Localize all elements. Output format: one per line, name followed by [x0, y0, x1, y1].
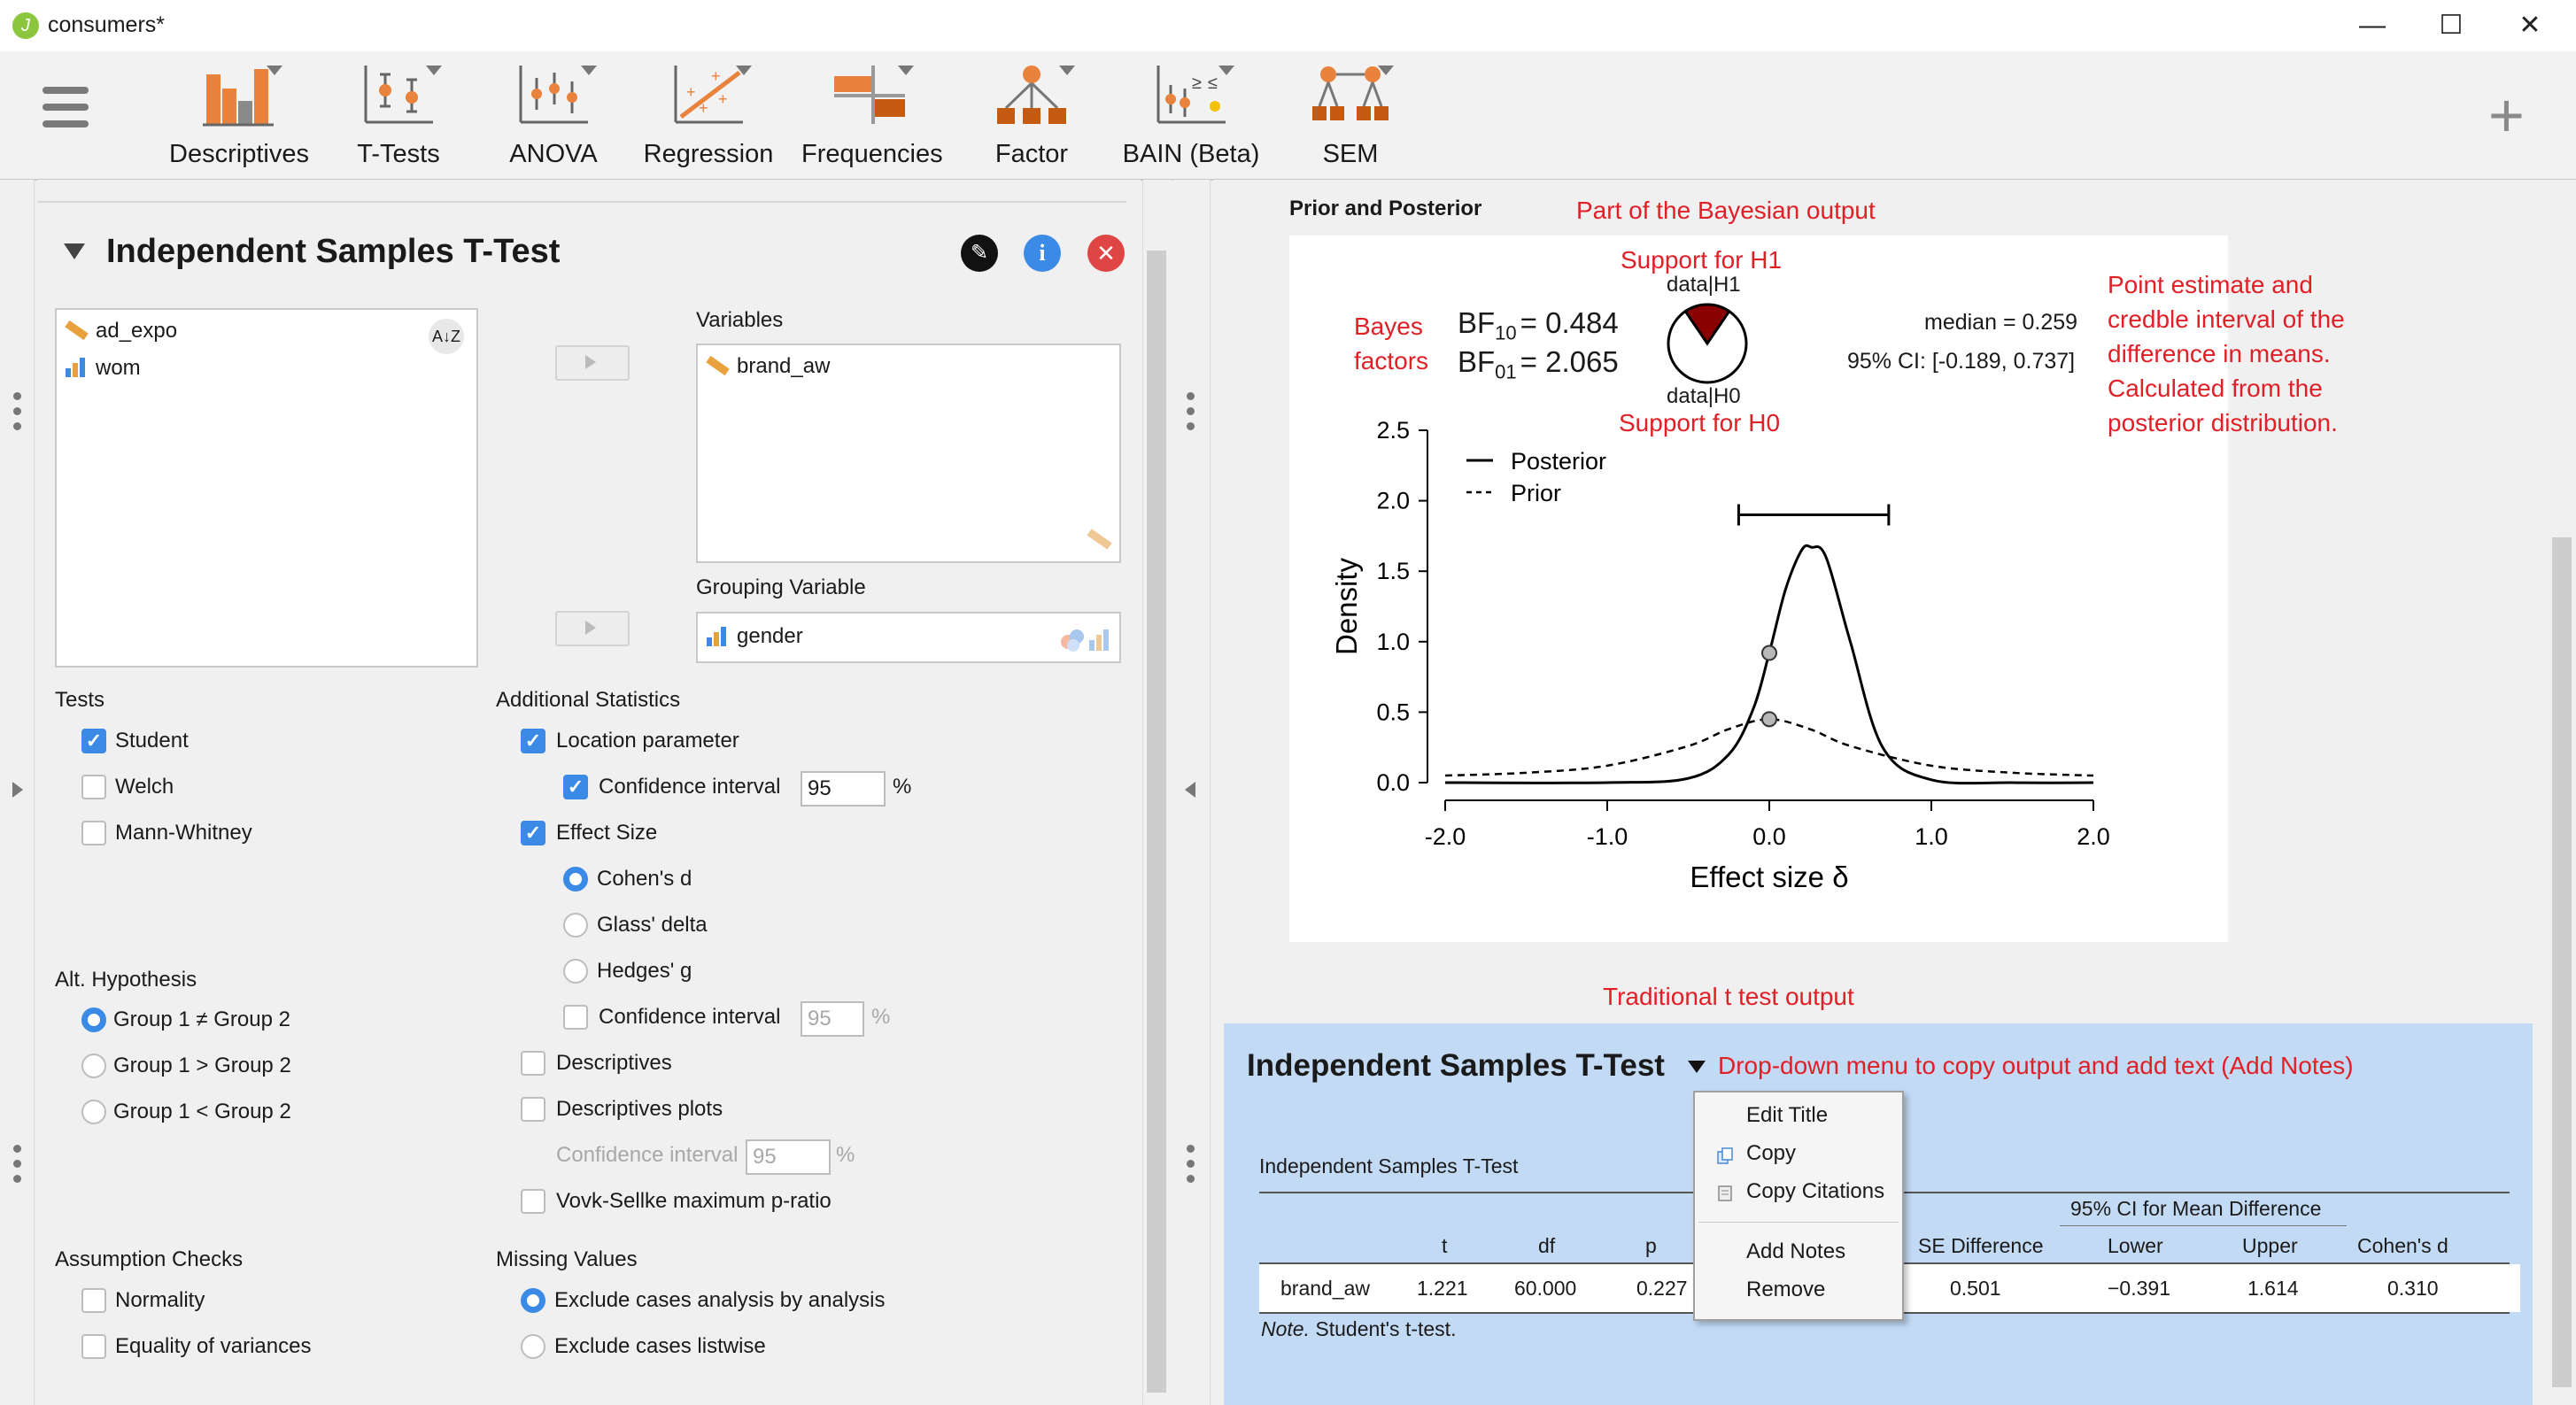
drag-handle-icon[interactable]: [13, 1145, 22, 1190]
regression-icon: [669, 62, 748, 127]
source-variables-list[interactable]: [55, 308, 478, 668]
col-lower: Lower: [2108, 1234, 2163, 1257]
density-chart: [1289, 235, 2228, 942]
svg-text:≥: ≥: [1192, 73, 1202, 93]
svg-text:+: +: [699, 99, 708, 117]
location-ci-label[interactable]: Confidence interval: [599, 775, 781, 799]
ribbon-label: BAIN (Beta): [1122, 140, 1260, 168]
effect-size-checkbox[interactable]: ✓: [521, 821, 545, 845]
row-lower: −0.391: [2108, 1277, 2170, 1300]
close-window-button[interactable]: ✕: [2518, 11, 2541, 40]
annotation-bayes: Part of the Bayesian output: [1576, 197, 1876, 224]
bain-button[interactable]: [1120, 62, 1262, 173]
student-label[interactable]: Student: [115, 729, 189, 753]
hamburger-menu-icon[interactable]: [43, 87, 89, 129]
annotation-bayes-2: factors: [1354, 347, 1429, 374]
ribbon-label: Descriptives: [169, 140, 309, 168]
exclude-listwise-label[interactable]: Exclude cases listwise: [554, 1334, 766, 1358]
assumption-checks-label: Assumption Checks: [55, 1247, 244, 1271]
scrollbar-thumb[interactable]: [1147, 251, 1166, 1393]
svg-text:+: +: [686, 83, 696, 101]
percent-label: %: [893, 775, 912, 799]
ribbon-label: T-Tests: [357, 140, 440, 168]
descriptives-label[interactable]: Descriptives: [556, 1051, 672, 1075]
hedges-g-radio[interactable]: [563, 959, 588, 984]
panel-splitter[interactable]: [1172, 180, 1211, 1405]
menu-remove[interactable]: Remove: [1746, 1278, 1826, 1301]
table-note: [1261, 1317, 1456, 1341]
normality-checkbox[interactable]: [81, 1288, 106, 1313]
plots-ci-label: Confidence interval: [556, 1143, 739, 1167]
anova-button[interactable]: [491, 62, 615, 173]
annotation-line: credble interval of the: [2108, 305, 2345, 333]
add-module-button[interactable]: +: [2488, 81, 2525, 150]
scale-variable-icon: [705, 354, 730, 375]
variables-target-list[interactable]: [696, 344, 1121, 563]
row-t: 1.221: [1417, 1277, 1468, 1300]
exclude-analysis-label[interactable]: Exclude cases analysis by analysis: [554, 1288, 886, 1312]
annotation-line: difference in means.: [2108, 340, 2331, 367]
drag-handle-icon[interactable]: [13, 392, 22, 437]
bf-sub: 10: [1495, 321, 1517, 344]
annotation-traditional: Traditional t test output: [1603, 983, 1854, 1010]
row-upper: 1.614: [2247, 1277, 2299, 1300]
sem-icon: [1311, 62, 1390, 127]
bf-label: BF: [1458, 345, 1496, 378]
pizza-plot: [1665, 301, 1750, 386]
grouping-variable-label: Grouping Variable: [696, 575, 866, 599]
posterior-curve: [1445, 545, 2093, 783]
bf01-text: [1458, 345, 1619, 384]
descriptives-checkbox[interactable]: [521, 1051, 545, 1076]
welch-checkbox[interactable]: [81, 775, 106, 799]
density-point: [1762, 712, 1776, 726]
annotation-point-estimate: [2108, 267, 2345, 440]
effect-size-label[interactable]: Effect Size: [556, 821, 658, 845]
alt-two-sided-label[interactable]: Group 1 ≠ Group 2: [113, 1007, 290, 1031]
grouping-variable-field[interactable]: [696, 612, 1121, 663]
y-tick-label: 2.0: [1376, 487, 1410, 514]
regression-button[interactable]: [642, 62, 775, 173]
ci-header-rule: [2060, 1225, 2347, 1226]
svg-text:+: +: [718, 90, 728, 108]
analysis-title[interactable]: Independent Samples T-Test: [106, 233, 561, 270]
percent-label: %: [871, 1005, 891, 1029]
exclude-analysis-radio[interactable]: [521, 1288, 545, 1313]
bain-icon: [1151, 62, 1231, 127]
t-tests-icon: [359, 62, 438, 127]
menu-add-notes[interactable]: Add Notes: [1746, 1239, 1846, 1263]
equality-variances-label[interactable]: Equality of variances: [115, 1334, 312, 1358]
menu-edit-title[interactable]: Edit Title: [1746, 1103, 1829, 1127]
annotation-line: posterior distribution.: [2108, 409, 2338, 436]
prior-curve: [1445, 719, 2093, 776]
note-text: Student's t-test.: [1309, 1317, 1457, 1340]
list-item[interactable]: ad_expo: [96, 319, 178, 343]
col-t: t: [1442, 1234, 1448, 1257]
mann-whitney-checkbox[interactable]: [81, 821, 106, 845]
table-subtitle: Independent Samples T-Test: [1259, 1154, 1519, 1177]
maximize-button[interactable]: ☐: [2439, 11, 2464, 40]
results-scrollbar[interactable]: [2547, 180, 2576, 1405]
menu-copy-citations[interactable]: Copy Citations: [1746, 1179, 1885, 1203]
drag-handle-icon[interactable]: [1187, 1145, 1195, 1190]
col-upper: Upper: [2242, 1234, 2298, 1257]
bf-sub: 01: [1495, 360, 1517, 383]
t-tests-button[interactable]: [332, 62, 465, 173]
plots-ci-input[interactable]: 95: [746, 1139, 831, 1175]
section-title: Prior and Posterior: [1289, 197, 1482, 220]
svg-text:≤: ≤: [1208, 73, 1218, 93]
collapse-triangle-icon[interactable]: [64, 243, 85, 259]
divider: [37, 201, 1126, 203]
edit-title-icon[interactable]: ✎: [961, 235, 998, 272]
descriptives-icon: [199, 62, 279, 127]
missing-values-label: Missing Values: [496, 1247, 638, 1271]
col-df: df: [1538, 1234, 1556, 1257]
output-context-menu: [1693, 1091, 1904, 1321]
glass-delta-label[interactable]: Glass' delta: [597, 913, 708, 937]
frequencies-icon: [831, 62, 910, 127]
annotation-bayes-1: Bayes: [1354, 313, 1423, 340]
effect-size-ci-input[interactable]: 95: [801, 1001, 864, 1037]
cohens-d-radio[interactable]: [563, 867, 588, 892]
ci-header: 95% CI for Mean Difference: [2070, 1197, 2322, 1220]
ordinal-variable-icon: [64, 356, 89, 377]
col-p: p: [1645, 1234, 1657, 1257]
row-df: 60.000: [1514, 1277, 1577, 1300]
ribbon-label: Frequencies: [801, 140, 943, 168]
bf10-text: [1458, 306, 1619, 345]
x-tick-label: -1.0: [1586, 823, 1628, 850]
collapse-arrow-icon[interactable]: [1185, 782, 1195, 798]
bf10-value: = 0.484: [1520, 306, 1619, 339]
list-item[interactable]: brand_aw: [737, 354, 831, 378]
x-tick-label: 2.0: [2077, 823, 2110, 850]
analysis-options-panel: [37, 180, 1141, 1405]
assign-variables-button[interactable]: [555, 345, 630, 381]
ribbon-label: ANOVA: [509, 140, 598, 168]
dropdown-caret-icon[interactable]: [1688, 1061, 1706, 1073]
annotation-line: Point estimate and: [2108, 271, 2313, 298]
alt-less-radio[interactable]: [81, 1100, 106, 1124]
row-p: 0.227: [1636, 1277, 1688, 1300]
frequencies-button[interactable]: [801, 62, 943, 173]
list-item[interactable]: wom: [96, 356, 141, 380]
alt-greater-label[interactable]: Group 1 > Group 2: [113, 1054, 291, 1077]
sort-icon[interactable]: A↓Z: [429, 319, 464, 354]
mann-whitney-label[interactable]: Mann-Whitney: [115, 821, 252, 845]
title-bar: [0, 0, 2576, 52]
drag-handle-icon[interactable]: [1187, 392, 1195, 437]
output-table-title[interactable]: Independent Samples T-Test: [1247, 1048, 1665, 1083]
factor-button[interactable]: [970, 62, 1094, 173]
location-parameter-label[interactable]: Location parameter: [556, 729, 739, 753]
bf01-value: = 2.065: [1520, 345, 1619, 378]
variables-label: Variables: [696, 308, 784, 332]
ribbon-label: SEM: [1322, 140, 1379, 168]
ribbon-label: Regression: [643, 140, 774, 168]
note-label: Note.: [1261, 1317, 1310, 1340]
exclude-listwise-radio[interactable]: [521, 1334, 545, 1359]
list-item[interactable]: gender: [737, 624, 803, 648]
normality-label[interactable]: Normality: [115, 1288, 205, 1312]
row-d: 0.310: [2387, 1277, 2439, 1300]
additional-statistics-label: Additional Statistics: [496, 688, 681, 712]
vovk-sellke-label[interactable]: Vovk-Sellke maximum p-ratio: [556, 1189, 832, 1213]
menu-divider: [1698, 1222, 1899, 1223]
info-icon[interactable]: i: [1024, 235, 1061, 272]
x-tick-label: 0.0: [1752, 823, 1786, 850]
glass-delta-radio[interactable]: [563, 913, 588, 938]
vovk-sellke-checkbox[interactable]: [521, 1189, 545, 1214]
descriptives-button[interactable]: [168, 62, 310, 173]
minimize-button[interactable]: —: [2359, 11, 2386, 40]
copy-icon: [1716, 1147, 1734, 1165]
tests-label: Tests: [55, 688, 105, 712]
annotation-dropdown: Drop-down menu to copy output and add text (Add Notes): [1718, 1052, 2354, 1079]
legend-posterior-label: Posterior: [1511, 448, 1607, 475]
nominal-variable-icon: [705, 625, 730, 651]
ribbon-label: Factor: [994, 140, 1069, 168]
effect-size-ci-label[interactable]: Confidence interval: [599, 1005, 781, 1029]
median-text: median = 0.259: [1924, 310, 2078, 335]
legend-prior-label: Prior: [1511, 480, 1562, 506]
alt-less-label[interactable]: Group 1 < Group 2: [113, 1100, 291, 1123]
y-tick-label: 0.5: [1376, 699, 1410, 726]
ci95-text: 95% CI: [-0.189, 0.737]: [1847, 349, 2076, 374]
x-axis-label: Effect size δ: [1690, 861, 1849, 893]
equality-variances-checkbox[interactable]: [81, 1334, 106, 1359]
expand-arrow-icon[interactable]: [12, 782, 23, 798]
location-ci-checkbox[interactable]: ✓: [563, 775, 588, 799]
scrollbar-thumb[interactable]: [2552, 537, 2572, 1387]
x-tick-label: -2.0: [1424, 823, 1466, 850]
annotation-support-h0: Support for H0: [1619, 409, 1781, 436]
col-se: SE Difference: [1918, 1234, 2044, 1257]
jasp-logo-icon: J: [12, 12, 39, 39]
bf-label: BF: [1458, 306, 1496, 339]
col-cohens-d: Cohen's d: [2357, 1234, 2448, 1257]
density-point: [1762, 646, 1776, 660]
cohens-d-label[interactable]: Cohen's d: [597, 867, 692, 891]
assign-grouping-button[interactable]: [555, 611, 630, 646]
window-title: consumers*: [48, 12, 165, 37]
ribbon-toolbar: [0, 51, 2576, 181]
student-checkbox[interactable]: ✓: [81, 729, 106, 753]
x-tick-label: 1.0: [1915, 823, 1948, 850]
svg-text:+: +: [711, 67, 721, 85]
row-name: brand_aw: [1280, 1277, 1371, 1300]
location-ci-input[interactable]: 95: [801, 771, 886, 807]
y-axis-label: Density: [1330, 557, 1363, 656]
alt-greater-radio[interactable]: [81, 1054, 106, 1078]
y-tick-label: 2.5: [1376, 417, 1410, 444]
data-h1-label: data|H1: [1667, 273, 1741, 297]
y-tick-label: 1.0: [1376, 628, 1410, 655]
descriptives-plots-checkbox[interactable]: [521, 1097, 545, 1122]
annotation-line: Calculated from the: [2108, 374, 2323, 402]
location-parameter-checkbox[interactable]: ✓: [521, 729, 545, 753]
y-tick-label: 0.0: [1376, 769, 1410, 796]
factor-icon: [992, 62, 1071, 127]
citations-icon: [1716, 1185, 1734, 1202]
scale-variable-icon: [64, 319, 89, 336]
menu-copy[interactable]: Copy: [1746, 1141, 1797, 1165]
allowed-types-icon: [1059, 626, 1112, 657]
alt-hypothesis-label: Alt. Hypothesis: [55, 968, 197, 992]
anova-icon: [514, 62, 593, 127]
scale-type-icon: [1086, 528, 1112, 553]
close-analysis-icon[interactable]: ✕: [1087, 235, 1125, 272]
options-scrollbar[interactable]: [1142, 180, 1172, 1405]
effect-size-ci-checkbox[interactable]: [563, 1005, 588, 1030]
sem-button[interactable]: [1288, 62, 1412, 173]
welch-label[interactable]: Welch: [115, 775, 174, 799]
row-se: 0.501: [1950, 1277, 2001, 1300]
annotation-support-h1: Support for H1: [1621, 246, 1783, 274]
percent-label: %: [836, 1143, 855, 1167]
descriptives-plots-label[interactable]: Descriptives plots: [556, 1097, 723, 1121]
alt-two-sided-radio[interactable]: [81, 1007, 106, 1032]
hedges-g-label[interactable]: Hedges' g: [597, 959, 692, 983]
left-edge-handle[interactable]: [0, 180, 35, 1405]
y-tick-label: 1.5: [1376, 558, 1410, 585]
data-h0-label: data|H0: [1667, 384, 1741, 408]
prior-posterior-plot: [1289, 235, 2228, 942]
